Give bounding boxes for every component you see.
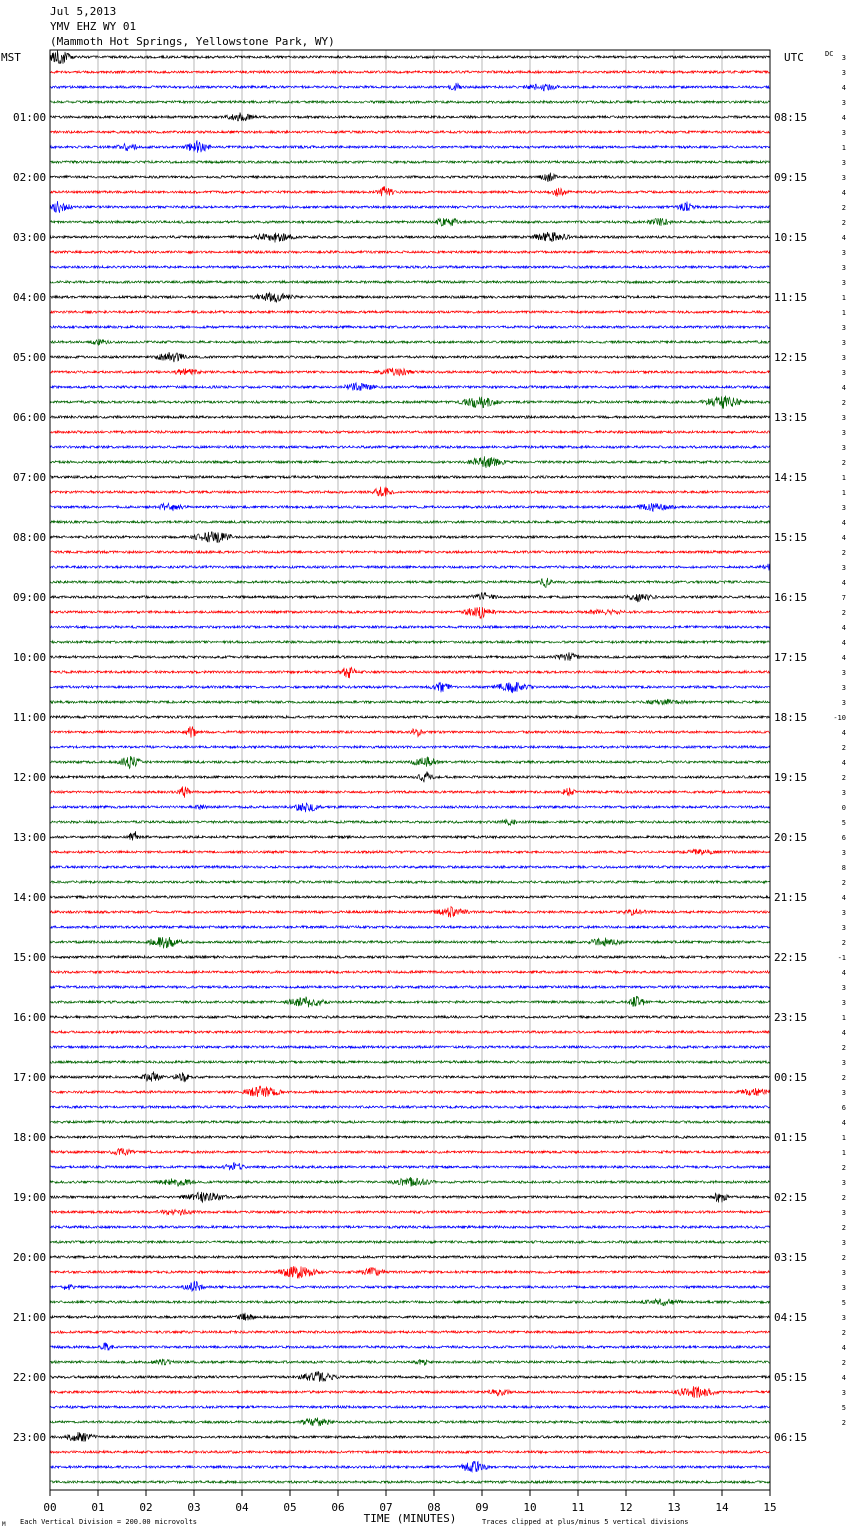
seismic-trace (50, 1481, 770, 1483)
dc-offset-label: 4 (841, 384, 846, 392)
clip-note: Traces clipped at plus/minus 5 vertical divisions (482, 1518, 689, 1526)
mst-hour-label: 04:00 (13, 291, 47, 304)
seismic-trace (50, 1418, 770, 1427)
utc-hour-label: 21:15 (774, 891, 808, 904)
seismic-trace (50, 1241, 770, 1243)
mst-hour-label: 10:00 (13, 651, 47, 664)
dc-offset-label: 2 (841, 1044, 846, 1052)
dc-offset-label: 3 (841, 414, 846, 422)
grid-lines (98, 50, 722, 1490)
utc-hour-label: 19:15 (774, 771, 808, 784)
x-axis-title: TIME (MINUTES) (363, 1512, 457, 1525)
dc-offset-label: 2 (841, 939, 846, 947)
seismic-trace (50, 326, 770, 328)
seismic-trace (50, 83, 770, 91)
seismic-trace (50, 1299, 770, 1306)
left-timezone-label: MST (1, 51, 21, 64)
mst-hour-label: 22:00 (13, 1371, 47, 1384)
seismic-trace (50, 907, 770, 918)
seismic-trace (50, 771, 770, 782)
dc-offset-label: 3 (841, 339, 846, 347)
seismic-trace (50, 1046, 770, 1048)
dc-offset-label: 1 (841, 1014, 846, 1022)
utc-hour-label: 03:15 (774, 1251, 808, 1264)
dc-offset-label: 4 (841, 729, 846, 737)
seismic-trace (50, 926, 770, 928)
seismic-trace (50, 339, 770, 346)
mst-hour-label: 06:00 (13, 411, 47, 424)
seismic-trace (50, 564, 770, 571)
dc-offset-label: 0 (841, 804, 846, 812)
dc-offset-label: 4 (841, 894, 846, 902)
x-tick-label: 12 (619, 1501, 633, 1514)
dc-offset-label: 5 (841, 1299, 846, 1307)
dc-offset-label: 2 (841, 609, 846, 617)
dc-offset-label: 1 (841, 309, 846, 317)
seismic-trace (50, 431, 770, 433)
seismic-trace (50, 937, 770, 948)
chart-station: YMV EHZ WY 01 (50, 20, 137, 33)
dc-offset-label: 2 (841, 204, 846, 212)
plot-frame (50, 50, 770, 1490)
dc-offset-label: 8 (841, 864, 846, 872)
dc-offset-label: 3 (841, 699, 846, 707)
mst-hour-label: 13:00 (13, 831, 47, 844)
dc-offset-label: 4 (841, 639, 846, 647)
dc-offset-label: 3 (841, 789, 846, 797)
seismic-trace (50, 503, 770, 511)
dc-offset-label: 4 (841, 579, 846, 587)
dc-offset-label: 3 (841, 1239, 846, 1247)
dc-offset-label: 4 (841, 624, 846, 632)
mst-hour-label: 03:00 (13, 231, 47, 244)
dc-offset-label: 5 (841, 1404, 846, 1412)
dc-offset-label: 2 (841, 1329, 846, 1337)
seismic-trace (50, 352, 770, 362)
dc-offset-label: 6 (841, 1104, 846, 1112)
dc-offset-label: 3 (841, 684, 846, 692)
dc-offset-label: 3 (841, 849, 846, 857)
seismic-trace (50, 173, 770, 182)
dc-offset-label: 3 (841, 249, 846, 257)
dc-offset-label: 4 (841, 654, 846, 662)
seismic-trace (50, 456, 770, 468)
seismic-trace (50, 1177, 770, 1187)
utc-hour-label: 14:15 (774, 471, 808, 484)
seismic-trace (50, 281, 770, 283)
dc-offset-label: 1 (841, 474, 846, 482)
seismic-trace (50, 1061, 770, 1063)
seismic-trace (50, 652, 770, 661)
seismic-trace (50, 1371, 770, 1381)
dc-offset-label: 2 (841, 1074, 846, 1082)
mst-hour-label: 15:00 (13, 951, 47, 964)
mst-hour-label: 11:00 (13, 711, 47, 724)
seismic-trace (50, 383, 770, 391)
dc-offset-label: 4 (841, 759, 846, 767)
seismic-trace (50, 1226, 770, 1228)
utc-hour-label: 16:15 (774, 591, 808, 604)
mst-hour-label: 23:00 (13, 1431, 47, 1444)
mst-hour-label: 19:00 (13, 1191, 47, 1204)
dc-offset-label: 3 (841, 1269, 846, 1277)
dc-offset-label: 2 (841, 549, 846, 557)
dc-offset-label: 4 (841, 534, 846, 542)
dc-offset-label: 3 (841, 1314, 846, 1322)
seismic-trace (50, 831, 770, 840)
seismic-trace (50, 803, 770, 813)
dc-offset-label: 2 (841, 219, 846, 227)
right-timezone-label: UTC (784, 51, 804, 64)
dc-offset-label: 1 (841, 489, 846, 497)
mst-hour-label: 05:00 (13, 351, 47, 364)
seismic-trace (50, 1313, 770, 1321)
dc-offset-label: 3 (841, 909, 846, 917)
seismic-trace (50, 1149, 770, 1156)
seismic-trace (50, 50, 770, 63)
seismic-trace (50, 101, 770, 103)
dc-offset-label: 3 (841, 159, 846, 167)
dc-offset-label: 1 (841, 1149, 846, 1157)
dc-offset-label: 4 (841, 1119, 846, 1127)
dc-offset-label: 3 (841, 984, 846, 992)
dc-offset-label: 4 (841, 1374, 846, 1382)
dc-offset-label: 3 (841, 54, 846, 62)
dc-offset-label: 2 (841, 879, 846, 887)
seismic-trace (50, 251, 770, 253)
dc-offset-label: 4 (841, 519, 846, 527)
seismic-trace (50, 1461, 770, 1472)
dc-offset-label: 3 (841, 564, 846, 572)
chart-date: Jul 5,2013 (50, 5, 117, 18)
utc-hour-label: 05:15 (774, 1371, 808, 1384)
dc-offset-label: 2 (841, 1419, 846, 1427)
dc-offset-label: 4 (841, 1344, 846, 1352)
seismic-trace (50, 682, 770, 693)
seismic-trace (50, 1331, 770, 1333)
seismic-trace (50, 593, 770, 603)
dc-offset-label: 3 (841, 264, 846, 272)
dc-offset-label: 2 (841, 744, 846, 752)
mst-hour-label: 16:00 (13, 1011, 47, 1024)
seismic-trace (50, 1432, 770, 1442)
mst-hour-label: 18:00 (13, 1131, 47, 1144)
seismic-trace (50, 971, 770, 973)
seismic-trace (50, 1406, 770, 1408)
utc-hour-label: 13:15 (774, 411, 808, 424)
seismic-trace (50, 218, 770, 226)
utc-hour-label: 00:15 (774, 1071, 808, 1084)
seismic-trace (50, 1106, 770, 1108)
seismic-trace (50, 1071, 770, 1081)
seismic-trace (50, 1163, 770, 1170)
utc-hour-label: 10:15 (774, 231, 808, 244)
mst-hour-label: 21:00 (13, 1311, 47, 1324)
x-tick-label: 08 (427, 1501, 441, 1514)
dc-offset-label: 2 (841, 1254, 846, 1262)
seismic-trace (50, 881, 770, 883)
x-tick-label: 05 (283, 1501, 297, 1514)
seismic-trace (50, 476, 770, 478)
dc-offset-label: 2 (841, 1224, 846, 1232)
utc-hour-label: 06:15 (774, 1431, 808, 1444)
seismic-trace (50, 1256, 770, 1258)
dc-offset-label: 3 (841, 1284, 846, 1292)
x-tick-label: 06 (331, 1501, 345, 1514)
dc-offset-label: 2 (841, 459, 846, 467)
dc-offset-label: 5 (841, 819, 846, 827)
x-tick-label: 00 (43, 1501, 57, 1514)
seismic-trace (50, 786, 770, 797)
dc-header-label: DC (825, 50, 834, 58)
corner-mark: M (2, 1521, 6, 1528)
seismic-trace (50, 716, 770, 718)
seismic-trace (50, 416, 770, 418)
utc-hour-label: 17:15 (774, 651, 808, 664)
dc-offset-label: 3 (841, 504, 846, 512)
seismic-trace (50, 186, 770, 196)
seismic-trace (50, 866, 770, 868)
dc-offset-label: 3 (841, 999, 846, 1007)
seismic-trace (50, 607, 770, 618)
mst-hour-label: 09:00 (13, 591, 47, 604)
dc-offset-label: 3 (841, 174, 846, 182)
mst-hour-label: 02:00 (13, 171, 47, 184)
dc-offset-label: 3 (841, 1209, 846, 1217)
dc-offset-label: 3 (841, 354, 846, 362)
seismic-trace (50, 1386, 770, 1398)
seismic-trace (50, 232, 770, 243)
seismic-trace (50, 551, 770, 553)
chart-location: (Mammoth Hot Springs, Yellowstone Park, WY) (50, 35, 335, 48)
dc-offset-label: 4 (841, 84, 846, 92)
dc-offset-label: 3 (841, 99, 846, 107)
dc-offset-labels (833, 54, 846, 1427)
seismic-trace (50, 487, 770, 497)
dc-offset-label: 3 (841, 669, 846, 677)
seismic-trace (50, 1209, 770, 1215)
seismic-trace (50, 1031, 770, 1033)
scale-note: Each Vertical Division = 200.00 microvolts (20, 1518, 198, 1526)
x-tick-label: 04 (235, 1501, 249, 1514)
dc-offset-label: 3 (841, 369, 846, 377)
seismic-trace (50, 311, 770, 313)
seismic-trace (50, 521, 770, 523)
utc-hour-label: 20:15 (774, 831, 808, 844)
dc-offset-label: 3 (841, 129, 846, 137)
seismic-trace (50, 986, 770, 988)
seismic-trace (50, 1282, 770, 1292)
seismic-trace (50, 266, 770, 268)
mst-hour-label: 08:00 (13, 531, 47, 544)
utc-hour-label: 04:15 (774, 1311, 808, 1324)
dc-offset-label: 3 (841, 279, 846, 287)
seismic-trace (50, 956, 770, 958)
utc-hour-label: 02:15 (774, 1191, 808, 1204)
seismic-trace (50, 1192, 770, 1203)
x-tick-label: 09 (475, 1501, 489, 1514)
seismic-trace (50, 446, 770, 448)
dc-offset-label: 3 (841, 324, 846, 332)
seismic-trace (50, 1016, 770, 1018)
dc-offset-label: 3 (841, 1389, 846, 1397)
dc-offset-label: 2 (841, 1164, 846, 1172)
dc-offset-label: 4 (841, 1029, 846, 1037)
dc-offset-label: 3 (841, 924, 846, 932)
dc-offset-label: 1 (841, 1134, 846, 1142)
utc-hour-label: 12:15 (774, 351, 808, 364)
seismic-trace (50, 996, 770, 1007)
utc-hour-label: 08:15 (774, 111, 808, 124)
seismic-trace (50, 201, 770, 213)
seismic-trace (50, 161, 770, 163)
dc-offset-label: 2 (841, 399, 846, 407)
dc-offset-label: 1 (841, 144, 846, 152)
dc-offset-label: 7 (841, 594, 846, 602)
seismic-trace (50, 626, 770, 628)
seismic-trace (50, 293, 770, 302)
x-tick-label: 15 (763, 1501, 777, 1514)
dc-offset-label: 2 (841, 774, 846, 782)
seismic-trace (50, 1359, 770, 1365)
utc-hour-label: 01:15 (774, 1131, 808, 1144)
mst-hour-label: 07:00 (13, 471, 47, 484)
mst-hour-label: 14:00 (13, 891, 47, 904)
seismic-trace (50, 896, 770, 898)
seismic-trace (50, 699, 770, 705)
dc-offset-label: 3 (841, 1089, 846, 1097)
seismic-trace (50, 1136, 770, 1138)
dc-offset-label: -10 (833, 714, 846, 722)
utc-hour-label: 23:15 (774, 1011, 808, 1024)
mst-hour-label: 20:00 (13, 1251, 47, 1264)
dc-offset-label: 3 (841, 444, 846, 452)
x-axis-ticks (43, 1490, 776, 1514)
seismic-trace (50, 1121, 770, 1123)
dc-offset-label: 4 (841, 114, 846, 122)
utc-hour-label: 09:15 (774, 171, 808, 184)
dc-offset-label: 6 (841, 834, 846, 842)
seismic-trace (50, 368, 770, 376)
dc-offset-label: 2 (841, 1359, 846, 1367)
x-tick-label: 11 (571, 1501, 585, 1514)
seismic-trace (50, 578, 770, 588)
dc-offset-label: 1 (841, 294, 846, 302)
seismic-trace (50, 726, 770, 737)
seismic-trace (50, 131, 770, 133)
dc-offset-label: 4 (841, 234, 846, 242)
x-tick-label: 01 (91, 1501, 105, 1514)
x-tick-label: 02 (139, 1501, 153, 1514)
x-tick-label: 13 (667, 1501, 681, 1514)
dc-offset-label: 3 (841, 1059, 846, 1067)
seismic-trace (50, 1343, 770, 1351)
seismic-trace (50, 71, 770, 73)
dc-offset-label: 3 (841, 69, 846, 77)
dc-offset-label: 3 (841, 429, 846, 437)
utc-hour-label: 11:15 (774, 291, 808, 304)
dc-offset-label: 3 (841, 1179, 846, 1187)
seismic-trace (50, 1086, 770, 1097)
utc-hour-label: 22:15 (774, 951, 808, 964)
dc-offset-label: -1 (837, 954, 846, 962)
seismic-trace (50, 849, 770, 855)
seismic-trace (50, 641, 770, 643)
seismic-trace (50, 532, 770, 542)
seismic-trace (50, 140, 770, 152)
utc-hour-label: 18:15 (774, 711, 808, 724)
x-tick-label: 07 (379, 1501, 393, 1514)
mst-hour-label: 01:00 (13, 111, 47, 124)
trace-group (50, 50, 770, 1483)
utc-hour-label: 15:15 (774, 531, 808, 544)
seismic-trace (50, 746, 770, 748)
mst-hour-label: 17:00 (13, 1071, 47, 1084)
x-tick-label: 14 (715, 1501, 729, 1514)
x-tick-label: 10 (523, 1501, 537, 1514)
seismic-trace (50, 819, 770, 826)
seismic-trace (50, 667, 770, 678)
seismic-trace (50, 1451, 770, 1453)
seismic-trace (50, 396, 770, 409)
dc-offset-label: 4 (841, 189, 846, 197)
dc-offset-label: 2 (841, 1194, 846, 1202)
mst-hour-label: 12:00 (13, 771, 47, 784)
seismic-trace (50, 756, 770, 768)
x-tick-label: 03 (187, 1501, 201, 1514)
dc-offset-label: 4 (841, 969, 846, 977)
seismic-trace (50, 113, 770, 122)
seismic-trace (50, 1266, 770, 1278)
